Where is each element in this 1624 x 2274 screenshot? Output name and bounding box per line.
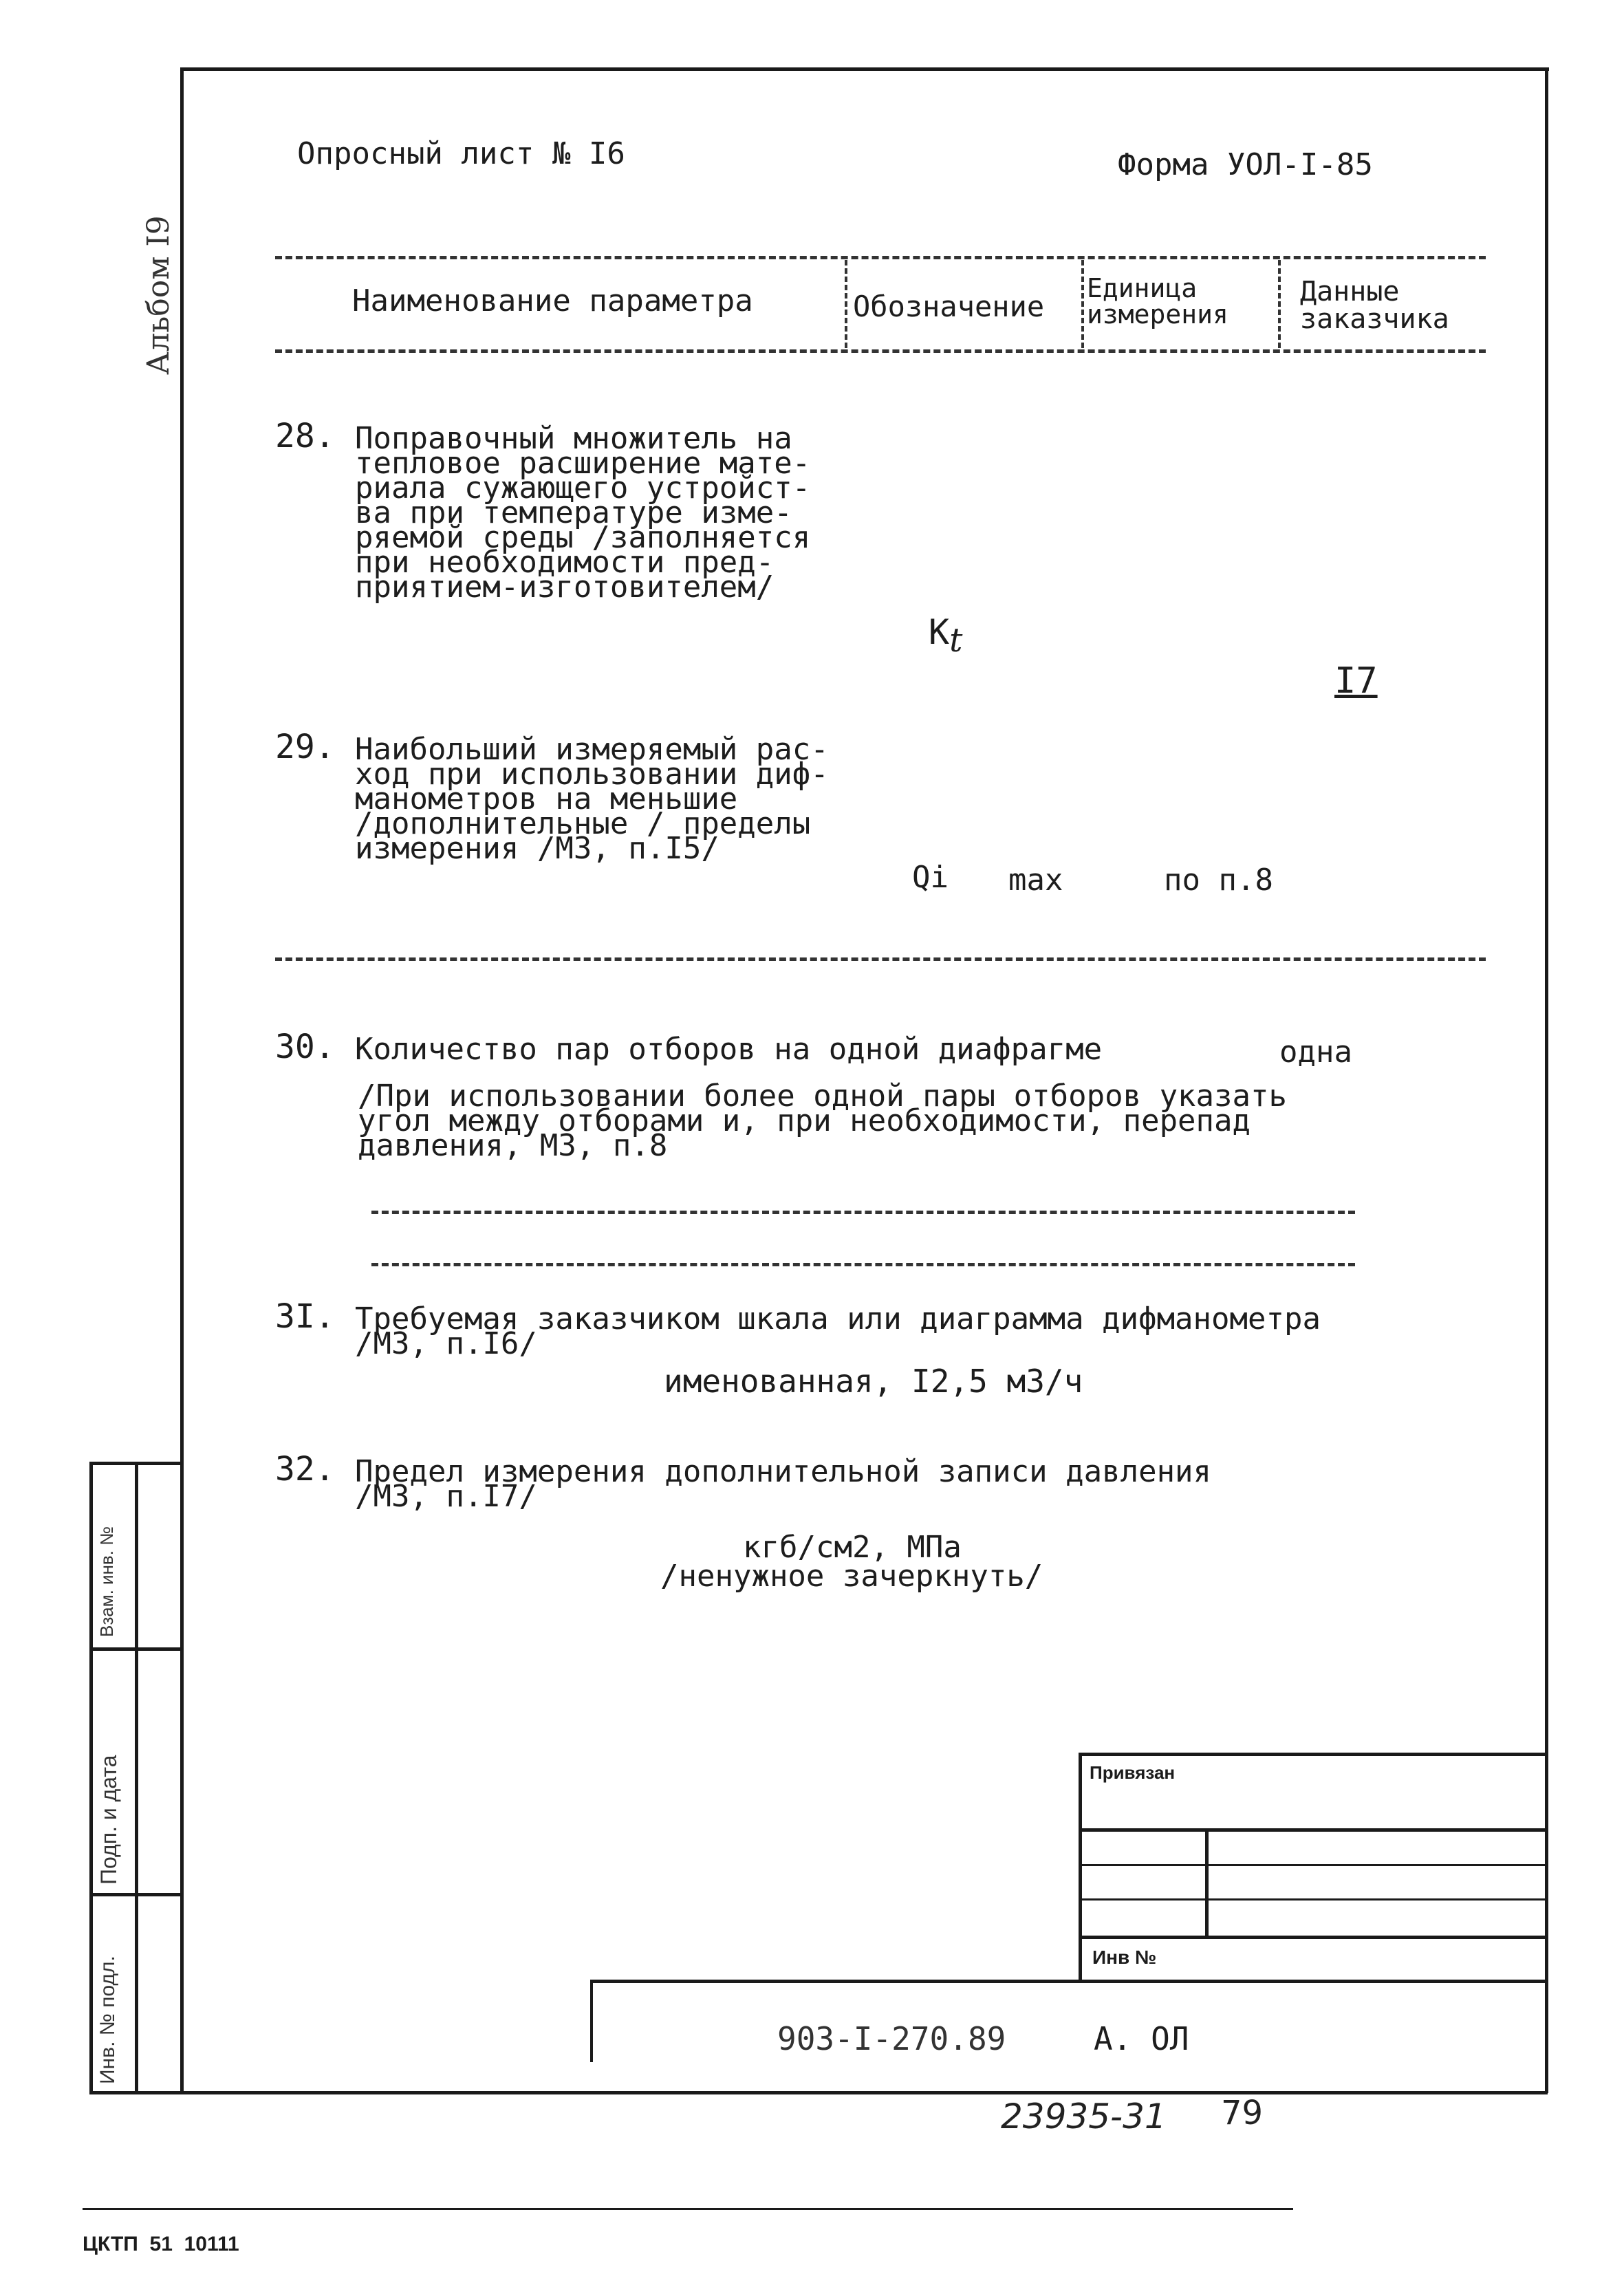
stamp-row-4 xyxy=(1079,1936,1548,1939)
item-29-unit: max xyxy=(1008,863,1063,898)
page-number: 79 xyxy=(1221,2094,1264,2132)
item-32-text: Предел измерения дополнительной записи давления /М3, п.I7/ xyxy=(355,1454,1212,1514)
footer-rule xyxy=(83,2208,1293,2210)
stamp-left-border xyxy=(1079,1753,1082,1983)
table-header-divider-3 xyxy=(1278,260,1281,348)
section-separator-1 xyxy=(275,957,1486,961)
stamp-row-1 xyxy=(1079,1828,1548,1832)
stamp-document-code: 903-I-270.89 xyxy=(777,2020,1006,2057)
column-header-unit: Единица измерения xyxy=(1087,273,1228,329)
stamp-title-left xyxy=(590,1980,593,2062)
item-28-number: 28. xyxy=(275,417,335,455)
item-30-text: Количество пар отборов на одной диафрагме xyxy=(355,1032,1103,1067)
table-header-top-rule xyxy=(275,256,1486,259)
item-28-symbol-base: K xyxy=(929,612,950,652)
side-stamp-outer-line xyxy=(89,1462,93,2091)
table-header-divider-2 xyxy=(1081,260,1084,348)
item-29-value: по п.8 xyxy=(1164,863,1273,898)
side-stamp-replacement-inv: Взам. инв. № xyxy=(96,1526,117,1637)
column-header-parameter: Наименование параметра xyxy=(352,283,753,318)
item-30-blank-line-2 xyxy=(371,1263,1355,1266)
frame-bottom-border xyxy=(89,2091,1548,2094)
item-31-number: 3I. xyxy=(275,1297,335,1336)
stamp-inv-label: Инв № xyxy=(1092,1947,1157,1968)
page-mark: I7 xyxy=(1334,660,1378,702)
item-32-units: кгб/см2, МПа xyxy=(743,1530,962,1565)
frame-left-border xyxy=(180,69,184,2094)
item-28-text: Поправочный множитель на тепловое расширение мате- риала сужающего устройст- ва при температуре изме- ряемой среды /заполняется при необходимости пред- приятием-изготовителем/ xyxy=(355,421,811,605)
column-header-symbol: Обозначение xyxy=(853,290,1045,323)
side-stamp-inner-line xyxy=(135,1462,138,2091)
item-32-number: 32. xyxy=(275,1450,335,1488)
sheet-title: Опросный лист № I6 xyxy=(297,136,625,171)
item-29-number: 29. xyxy=(275,728,335,766)
stamp-privyazan-top xyxy=(1079,1753,1548,1756)
frame-right-border xyxy=(1545,67,1548,2093)
side-stamp-original-inv: Инв. № подл. xyxy=(96,1956,119,2084)
item-29-text: Наибольший измеряемый рас- ход при использовании диф- манометров на меньшие /дополнительные / пределы измерения /М3, п.I5/ xyxy=(355,732,829,866)
stamp-row-2 xyxy=(1079,1864,1548,1866)
item-31-value: именованная, I2,5 м3/ч xyxy=(664,1363,1083,1400)
item-30-blank-line-1 xyxy=(371,1211,1355,1214)
handwritten-registration-number: 23935-31 xyxy=(1001,2097,1167,2136)
item-30-value: одна xyxy=(1279,1035,1352,1070)
item-30-note: /При использовании более одной пары отборов указать угол между отборами и, при необходимости, перепад давления, М3, п.8 xyxy=(358,1079,1288,1163)
stamp-sheet-code: А. ОЛ xyxy=(1094,2020,1189,2057)
stamp-inner-divider xyxy=(1205,1828,1209,1936)
form-code: Форма УОЛ-I-85 xyxy=(1118,147,1373,182)
album-label: Альбом I9 xyxy=(141,215,176,375)
item-31-text: Требуемая заказчиком шкала или диаграмма дифманометра /М3, п.I6/ xyxy=(355,1301,1321,1361)
printer-mark: ЦКТП 51 10111 xyxy=(83,2233,239,2255)
column-header-customer-data: Данные заказчика xyxy=(1300,276,1449,335)
table-header-divider-1 xyxy=(845,260,847,348)
stamp-title-top xyxy=(590,1980,1548,1983)
side-stamp-signature-date: Подп. и дата xyxy=(96,1755,121,1885)
table-header-bottom-rule xyxy=(275,349,1486,353)
item-28-symbol xyxy=(929,612,962,660)
item-29-symbol: Qi xyxy=(912,860,949,895)
item-30-number: 30. xyxy=(275,1028,335,1066)
stamp-privyazan-label: Привязан xyxy=(1090,1762,1176,1783)
frame-top-border xyxy=(180,67,1549,71)
stamp-row-3 xyxy=(1079,1898,1548,1901)
item-28-symbol-sub: t xyxy=(949,621,963,660)
item-32-note: /ненужное зачеркнуть/ xyxy=(660,1559,1043,1594)
